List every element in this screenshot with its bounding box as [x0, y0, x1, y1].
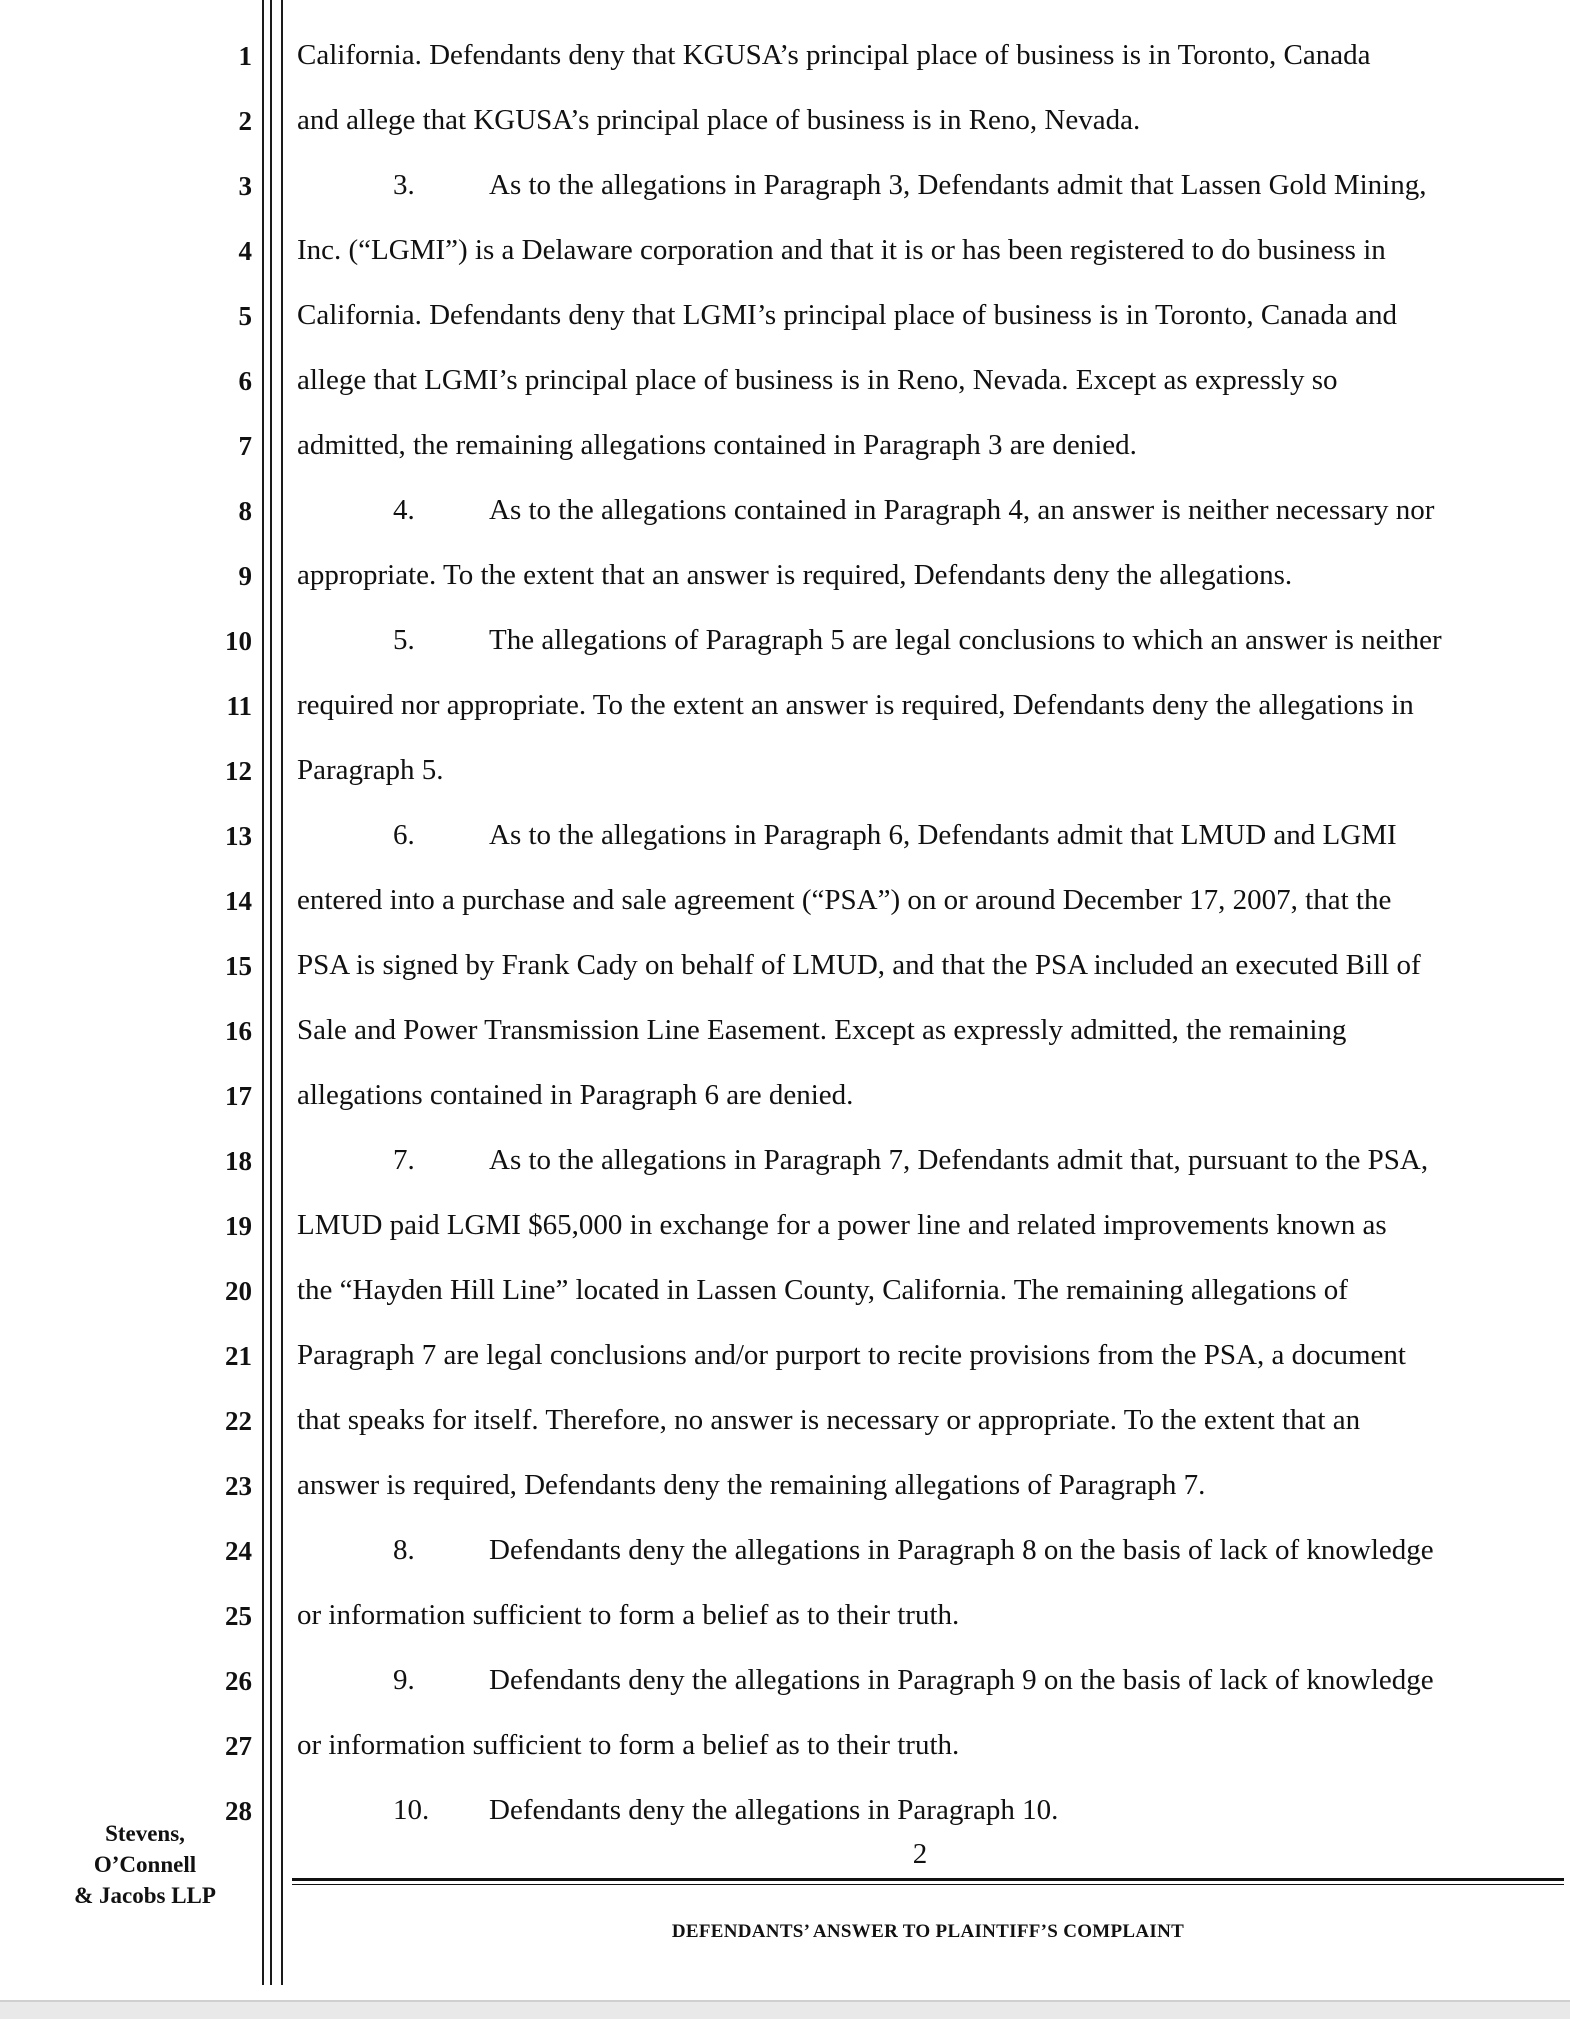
line-text: or information sufficient to form a belief as to their truth. [297, 1599, 960, 1631]
text-line [297, 232, 1559, 268]
line-text: The allegations of Paragraph 5 are legal conclusions to which an answer is neither [489, 624, 1442, 656]
text-line [297, 752, 1559, 788]
line-text: PSA is signed by Frank Cady on behalf of LMUD, and that the PSA included an executed Bill of [297, 949, 1421, 981]
line-text: Defendants deny the allegations in Paragraph 8 on the basis of lack of knowledge [489, 1534, 1434, 1566]
text-line [297, 362, 1559, 398]
text-line [297, 37, 1559, 73]
line-number: 15 [225, 951, 252, 981]
text-line [297, 687, 1559, 723]
line-number: 19 [225, 1211, 252, 1241]
text-line [297, 817, 1570, 853]
firm-name-line: O’Connell [93, 1852, 197, 1877]
line-text: answer is required, Defendants deny the remaining allegations of Paragraph 7. [297, 1469, 1206, 1501]
text-line [297, 1272, 1559, 1308]
line-number: 28 [225, 1796, 252, 1826]
margin-rule-left [262, 0, 264, 1985]
text-line [297, 1207, 1559, 1243]
line-text: appropriate. To the extent that an answer is required, Defendants deny the allegations. [297, 559, 1293, 591]
text-line [297, 1402, 1559, 1438]
line-number: 2 [238, 106, 252, 136]
paragraph-number: 6. [393, 819, 415, 851]
line-number: 16 [225, 1016, 252, 1046]
page-bottom-edge [0, 2000, 1570, 2019]
line-text: allege that LGMI’s principal place of business is in Reno, Nevada. Except as expressly so [297, 364, 1338, 396]
text-line [297, 1662, 1570, 1698]
line-text: Paragraph 7 are legal conclusions and/or purport to recite provisions from the PSA, a document [297, 1339, 1406, 1371]
line-text: California. Defendants deny that LGMI’s principal place of business is in Toronto, Canada and [297, 299, 1397, 331]
line-number: 24 [225, 1536, 252, 1566]
paragraph-number: 7. [393, 1144, 415, 1176]
line-number: 20 [225, 1276, 252, 1306]
line-number: 13 [225, 821, 252, 851]
page-number: 2 [912, 1838, 928, 1870]
line-text: As to the allegations in Paragraph 3, Defendants admit that Lassen Gold Mining, [489, 169, 1427, 201]
line-text: LMUD paid LGMI $65,000 in exchange for a power line and related improvements known as [297, 1209, 1387, 1241]
line-number: 25 [225, 1601, 252, 1631]
text-line [297, 427, 1559, 463]
paragraph-number: 10. [393, 1794, 430, 1826]
line-text: As to the allegations in Paragraph 6, Defendants admit that LMUD and LGMI [489, 819, 1397, 851]
paragraph-number: 5. [393, 624, 415, 656]
line-number: 6 [238, 366, 252, 396]
line-text: allegations contained in Paragraph 6 are denied. [297, 1079, 854, 1111]
text-line [297, 622, 1570, 658]
line-text: California. Defendants deny that KGUSA’s principal place of business is in Toronto, Canada [297, 39, 1371, 71]
footer-rule-top [292, 1878, 1564, 1881]
line-text: Inc. (“LGMI”) is a Delaware corporation and that it is or has been registered to do business in [297, 234, 1386, 266]
text-line [297, 1727, 1559, 1763]
line-text: Sale and Power Transmission Line Easement. Except as expressly admitted, the remaining [297, 1014, 1347, 1046]
firm-name-line: Stevens, [105, 1821, 185, 1846]
footer-rule-bottom [292, 1884, 1564, 1885]
line-text: required nor appropriate. To the extent an answer is required, Defendants deny the allegations in [297, 689, 1414, 721]
line-text: Defendants deny the allegations in Paragraph 10. [489, 1794, 1059, 1826]
text-line [297, 1467, 1559, 1503]
text-line [297, 947, 1559, 983]
line-text: the “Hayden Hill Line” located in Lassen County, California. The remaining allegations of [297, 1274, 1348, 1306]
line-number: 23 [225, 1471, 252, 1501]
line-number: 4 [238, 236, 252, 266]
paragraph-number: 9. [393, 1664, 415, 1696]
text-line [297, 557, 1559, 593]
line-number: 3 [238, 171, 252, 201]
line-number: 10 [225, 626, 252, 656]
line-number: 26 [225, 1666, 252, 1696]
line-number: 17 [225, 1081, 252, 1111]
text-line [297, 492, 1570, 528]
text-line [297, 1337, 1559, 1373]
line-number: 5 [238, 301, 252, 331]
margin-rule-right [270, 0, 272, 1985]
line-text: that speaks for itself. Therefore, no answer is necessary or appropriate. To the extent that an [297, 1404, 1361, 1436]
line-number: 7 [238, 431, 252, 461]
line-text: Paragraph 5. [297, 754, 444, 786]
line-number: 18 [225, 1146, 252, 1176]
firm-name-line: & Jacobs LLP [74, 1883, 216, 1908]
text-line [297, 1597, 1559, 1633]
line-text: As to the allegations contained in Paragraph 4, an answer is neither necessary nor [489, 494, 1435, 526]
content-rule [281, 0, 283, 1985]
line-number: 12 [225, 756, 252, 786]
line-number: 27 [225, 1731, 252, 1761]
text-line [297, 297, 1559, 333]
text-line [297, 1012, 1559, 1048]
text-line [297, 102, 1559, 138]
line-text: Defendants deny the allegations in Paragraph 9 on the basis of lack of knowledge [489, 1664, 1434, 1696]
firm-name [55, 1818, 235, 1911]
paragraph-number: 8. [393, 1534, 415, 1566]
line-number: 14 [225, 886, 252, 916]
text-line [297, 167, 1570, 203]
line-text: entered into a purchase and sale agreement (“PSA”) on or around December 17, 2007, that the [297, 884, 1392, 916]
text-line [297, 1792, 1570, 1828]
line-text: admitted, the remaining allegations contained in Paragraph 3 are denied. [297, 429, 1137, 461]
text-line [297, 882, 1559, 918]
text-line [297, 1142, 1570, 1178]
text-line [297, 1077, 1559, 1113]
line-number: 11 [226, 691, 252, 721]
line-number: 22 [225, 1406, 252, 1436]
line-text: and allege that KGUSA’s principal place of business is in Reno, Nevada. [297, 104, 1141, 136]
line-number: 21 [225, 1341, 252, 1371]
line-number: 1 [238, 41, 252, 71]
paragraph-number: 3. [393, 169, 415, 201]
line-number: 9 [238, 561, 252, 591]
line-text: or information sufficient to form a belief as to their truth. [297, 1729, 960, 1761]
line-text: As to the allegations in Paragraph 7, Defendants admit that, pursuant to the PSA, [489, 1144, 1429, 1176]
text-line [297, 1532, 1570, 1568]
line-number: 8 [238, 496, 252, 526]
paragraph-number: 4. [393, 494, 415, 526]
footer-title: DEFENDANTS’ ANSWER TO PLAINTIFF’S COMPLAINT [671, 1921, 1185, 1942]
